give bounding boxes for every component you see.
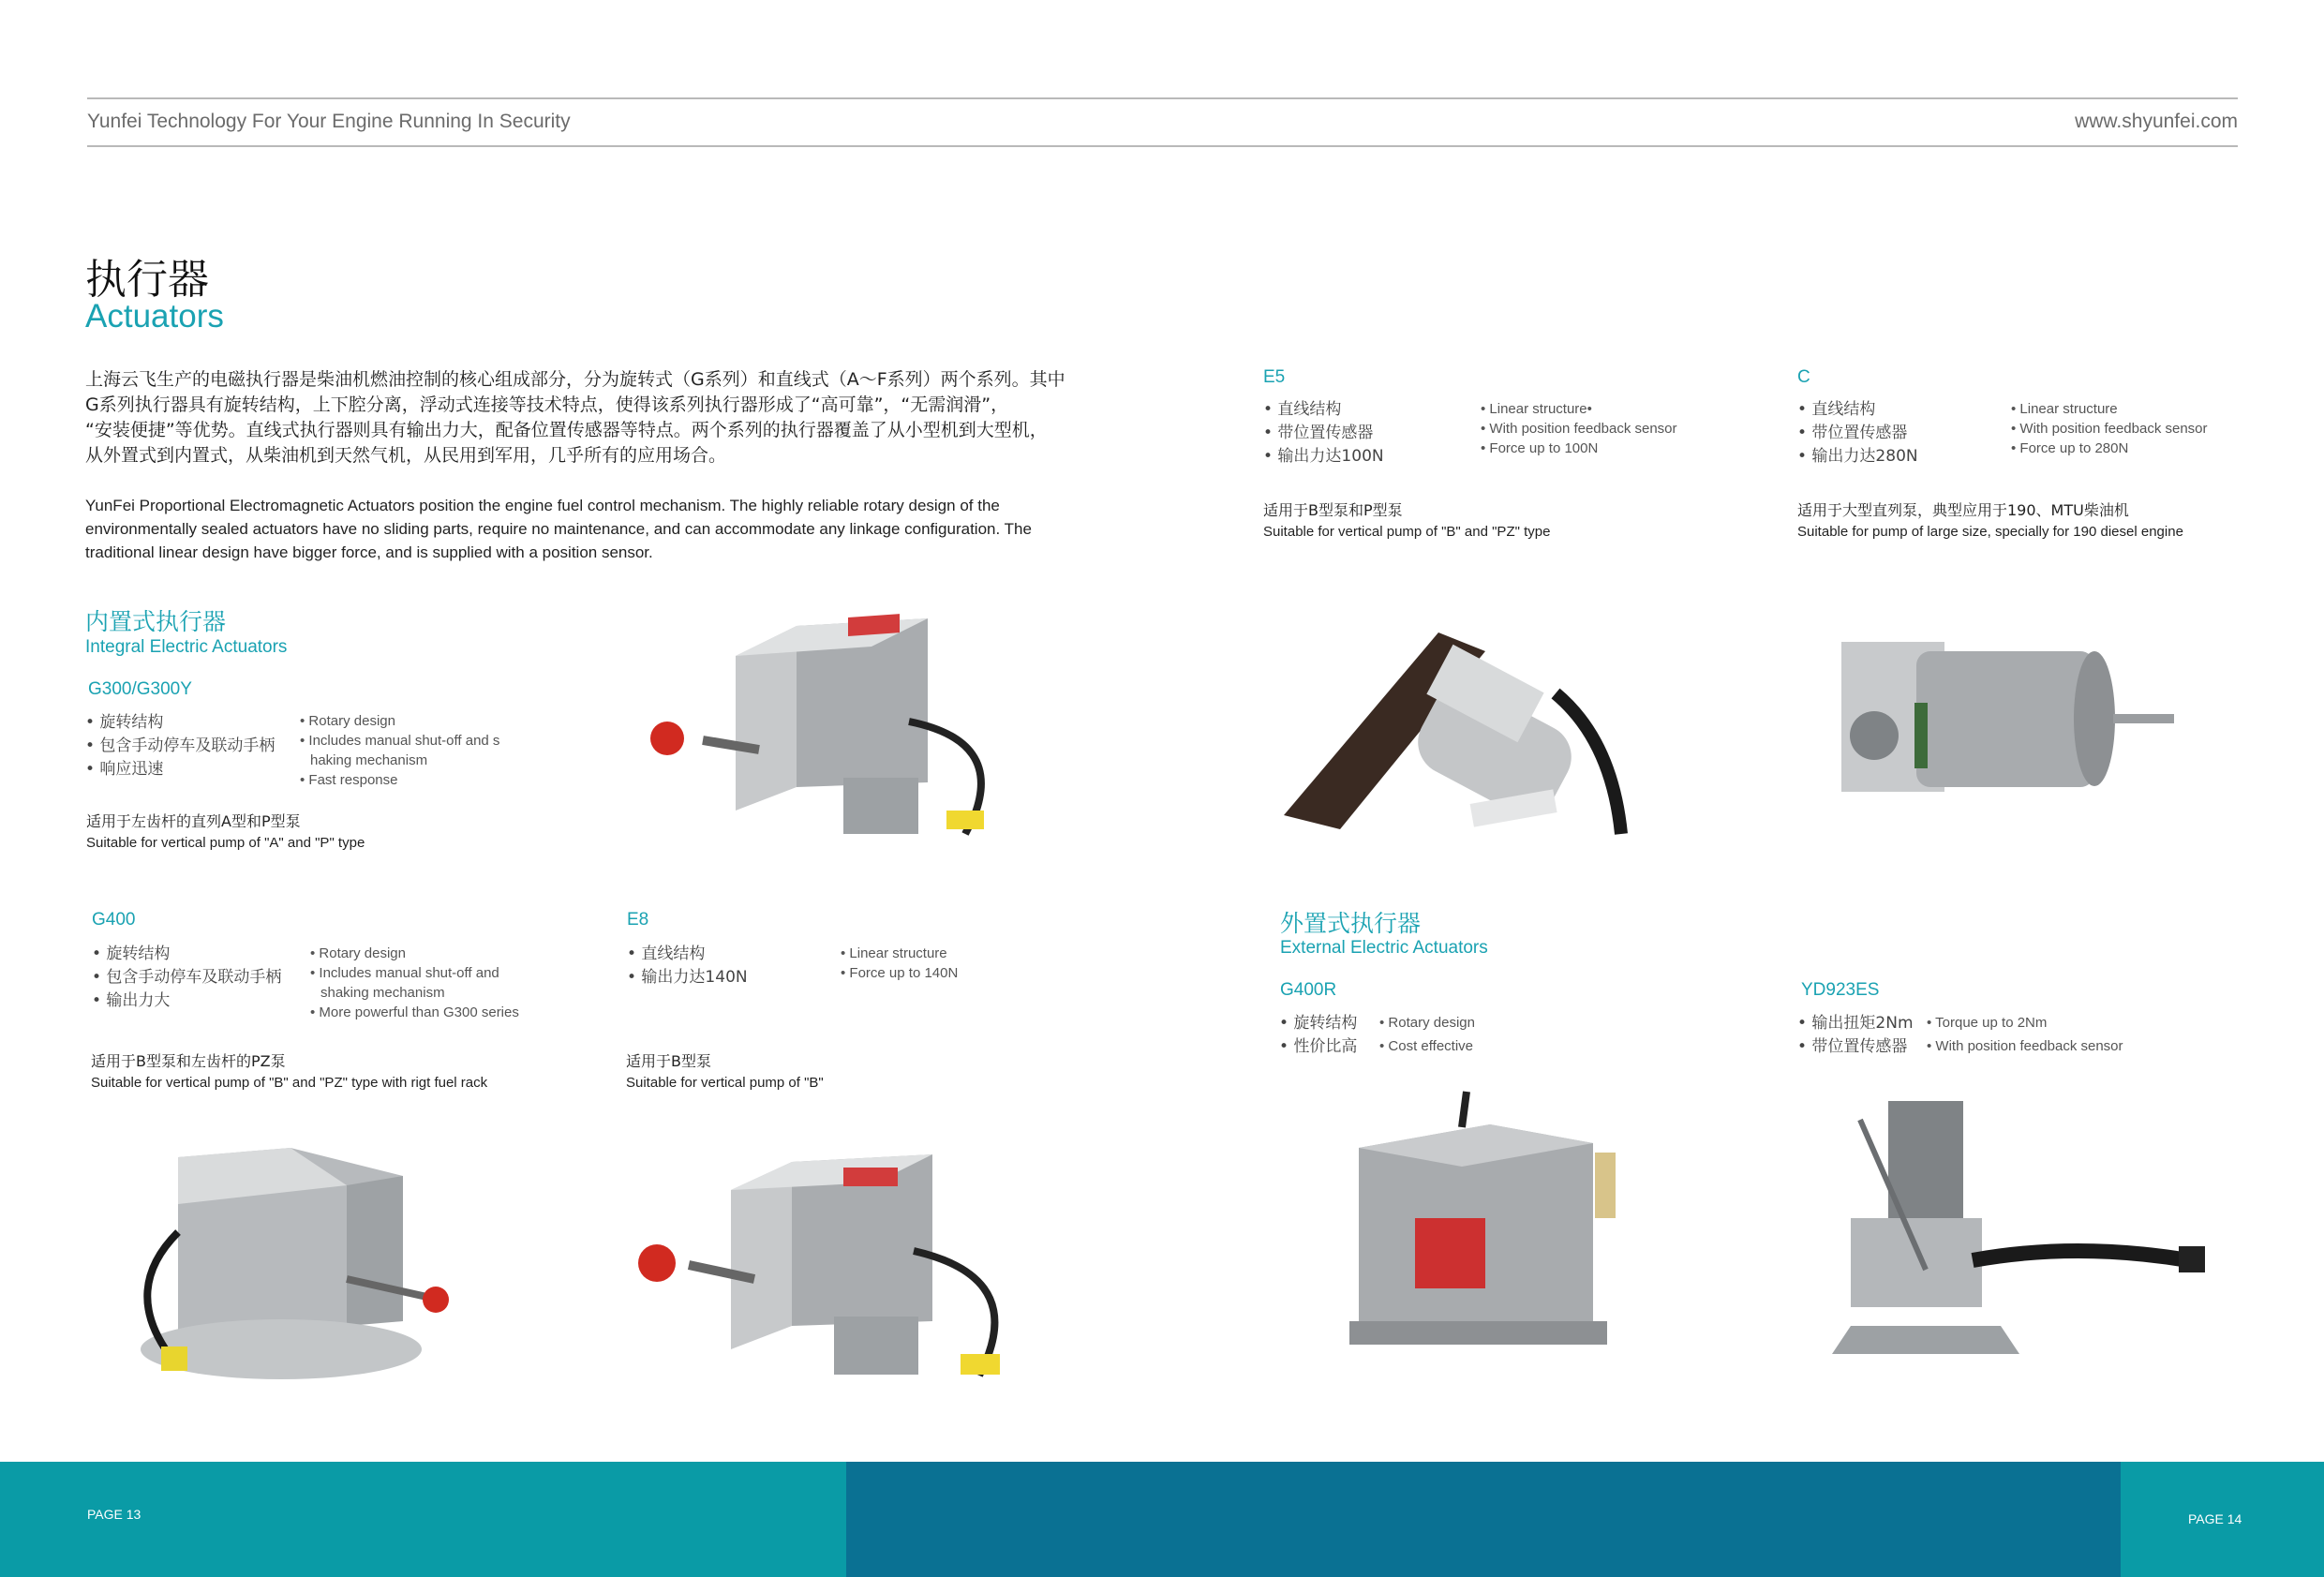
g300-features-en	[300, 711, 499, 790]
g300-features-cn	[85, 711, 275, 781]
feature-en: • Torque up to 2Nm	[1927, 1015, 2048, 1031]
intro-cn-line: 上海云飞生产的电磁执行器是柴油机燃油控制的核心组成部分，分为旋转式（G系列）和直线式（A～F系列）两个系列。其中	[85, 369, 1065, 390]
c-suitable-cn: 适用于大型直列泵，典型应用于190、MTU柴油机	[1797, 501, 2129, 519]
feature-cn: • 带位置传感器	[1797, 1037, 1908, 1056]
feature-en: • Linear structure	[841, 945, 947, 961]
feature-en: • More powerful than G300 series	[310, 1004, 519, 1020]
feature-cn: • 输出力大	[92, 991, 171, 1010]
intro-cn	[85, 367, 1116, 469]
model-e8: E8	[627, 910, 649, 930]
feature-cn: • 带位置传感器	[1263, 424, 1374, 442]
yd923es-actuator-photo	[1832, 1101, 2235, 1373]
header-bottom-rule	[87, 145, 2238, 147]
feature-en: • Cost effective	[1379, 1038, 1474, 1054]
e8-suitable-en: Suitable for vertical pump of "B"	[626, 1075, 824, 1091]
g400-features-cn	[92, 943, 281, 1013]
feature-en: • Force up to 100N	[1481, 440, 1599, 456]
model-g300: G300/G300Y	[88, 679, 192, 699]
feature-en: • Rotary design	[310, 945, 406, 961]
e5-suitable-cn: 适用于B型泵和P型泵	[1263, 501, 1403, 519]
c-actuator-photo	[1832, 628, 2179, 825]
feature-cn: • 响应迅速	[85, 760, 164, 779]
g400r-features-cn	[1279, 1012, 1357, 1059]
section-integral-cn: 内置式执行器	[85, 608, 227, 635]
section-integral-en: Integral Electric Actuators	[85, 637, 288, 657]
g300-actuator-photo	[647, 600, 1021, 853]
feature-cn: • 性价比高	[1279, 1037, 1358, 1056]
feature-en: • Linear structure•	[1481, 401, 1592, 417]
e5-actuator-photo	[1274, 600, 1668, 853]
feature-en: • With position feedback sensor	[1481, 421, 1677, 437]
footer-center-band	[846, 1462, 2121, 1577]
feature-en: haking mechanism	[310, 752, 428, 768]
header-website[interactable]: www.shyunfei.com	[2075, 111, 2238, 132]
feature-en: • Rotary design	[1379, 1015, 1475, 1031]
feature-cn: • 直线结构	[1797, 400, 1876, 419]
page-number-right: PAGE 14	[2188, 1511, 2242, 1526]
intro-en-line: YunFei Proportional Electromagnetic Actuators position the engine fuel control mechanism. The highly reliable rotary design of the	[85, 497, 1000, 514]
feature-cn: • 直线结构	[1263, 400, 1342, 419]
feature-cn: • 输出力达140N	[627, 968, 748, 987]
g400r-actuator-photo	[1349, 1092, 1631, 1363]
page-title-en: Actuators	[85, 298, 224, 335]
header-top-rule	[87, 97, 2238, 99]
g400-suitable-en: Suitable for vertical pump of "B" and "PZ" type with rigt fuel rack	[91, 1075, 488, 1091]
feature-en: • Rotary design	[300, 713, 395, 729]
feature-en: • Linear structure	[2011, 401, 2118, 417]
c-features-en	[2011, 399, 2208, 458]
feature-en: • With position feedback sensor	[1927, 1038, 2123, 1054]
feature-cn: • 直线结构	[627, 945, 706, 963]
intro-en	[85, 494, 1116, 564]
page-title-cn: 执行器	[85, 256, 209, 304]
feature-en: • Force up to 280N	[2011, 440, 2129, 456]
feature-en: • Force up to 140N	[841, 965, 959, 981]
section-external-en: External Electric Actuators	[1280, 938, 1488, 958]
feature-cn: • 输出力达100N	[1263, 447, 1384, 466]
feature-en: • Includes manual shut-off and	[310, 965, 499, 981]
model-g400r: G400R	[1280, 980, 1337, 1000]
feature-cn: • 包含手动停车及联动手柄	[92, 968, 282, 987]
feature-cn: • 输出扭矩2Nm	[1797, 1014, 1914, 1033]
model-e5: E5	[1263, 367, 1286, 387]
e8-actuator-photo	[633, 1124, 1045, 1406]
e8-features-en	[841, 944, 958, 983]
intro-en-line: traditional linear design have bigger force, and is supplied with a position sensor.	[85, 543, 653, 561]
yd923es-features-cn	[1797, 1012, 1914, 1059]
feature-cn: • 旋转结构	[92, 945, 171, 963]
feature-en: • With position feedback sensor	[2011, 421, 2208, 437]
g400-suitable-cn: 适用于B型泵和左齿杆的PZ泵	[91, 1052, 286, 1070]
g300-suitable-cn: 适用于左齿杆的直列A型和P型泵	[86, 812, 301, 830]
g400r-features-en	[1379, 1013, 1475, 1056]
feature-cn: • 包含手动停车及联动手柄	[85, 736, 276, 755]
c-features-cn	[1797, 398, 1918, 469]
intro-cn-line: 从外置式到内置式，从柴油机到天然气机，从民用到军用，几乎所有的应用场合。	[85, 445, 727, 466]
feature-en: • Fast response	[300, 772, 398, 788]
feature-cn: • 旋转结构	[85, 713, 164, 732]
intro-en-line: environmentally sealed actuators have no sliding parts, require no maintenance, and can accommodate any linkage configuration. The	[85, 520, 1032, 538]
g300-suitable-en: Suitable for vertical pump of "A" and "P" type	[86, 835, 365, 851]
model-c: C	[1797, 367, 1810, 387]
header-tagline: Yunfei Technology For Your Engine Running In Security	[87, 111, 571, 132]
model-g400: G400	[92, 910, 136, 930]
model-yd923es: YD923ES	[1801, 980, 1880, 1000]
e5-features-en	[1481, 399, 1677, 458]
section-external-cn: 外置式执行器	[1280, 910, 1422, 937]
yd923es-features-en	[1927, 1013, 2123, 1056]
feature-en: • Includes manual shut-off and s	[300, 733, 500, 749]
intro-cn-line: “安装便捷”等优势。直线式执行器则具有输出力大，配备位置传感器等特点。两个系列的执行器覆盖了从小型机到大型机，	[85, 420, 1048, 440]
feature-cn: • 带位置传感器	[1797, 424, 1908, 442]
e5-suitable-en: Suitable for vertical pump of "B" and "PZ" type	[1263, 524, 1551, 540]
page-number-left: PAGE 13	[87, 1507, 142, 1522]
e8-suitable-cn: 适用于B型泵	[626, 1052, 711, 1070]
e8-features-cn	[627, 943, 748, 989]
e5-features-cn	[1263, 398, 1384, 469]
g400-features-en	[310, 944, 519, 1022]
intro-cn-line: G系列执行器具有旋转结构，上下腔分离，浮动式连接等技术特点，使得该系列执行器形成了“高可靠”，“无需润滑”，	[85, 394, 1009, 415]
g400-actuator-photo	[122, 1138, 459, 1391]
c-suitable-en: Suitable for pump of large size, specially for 190 diesel engine	[1797, 524, 2183, 540]
feature-cn: • 旋转结构	[1279, 1014, 1358, 1033]
feature-en: shaking mechanism	[320, 985, 445, 1001]
feature-cn: • 输出力达280N	[1797, 447, 1918, 466]
